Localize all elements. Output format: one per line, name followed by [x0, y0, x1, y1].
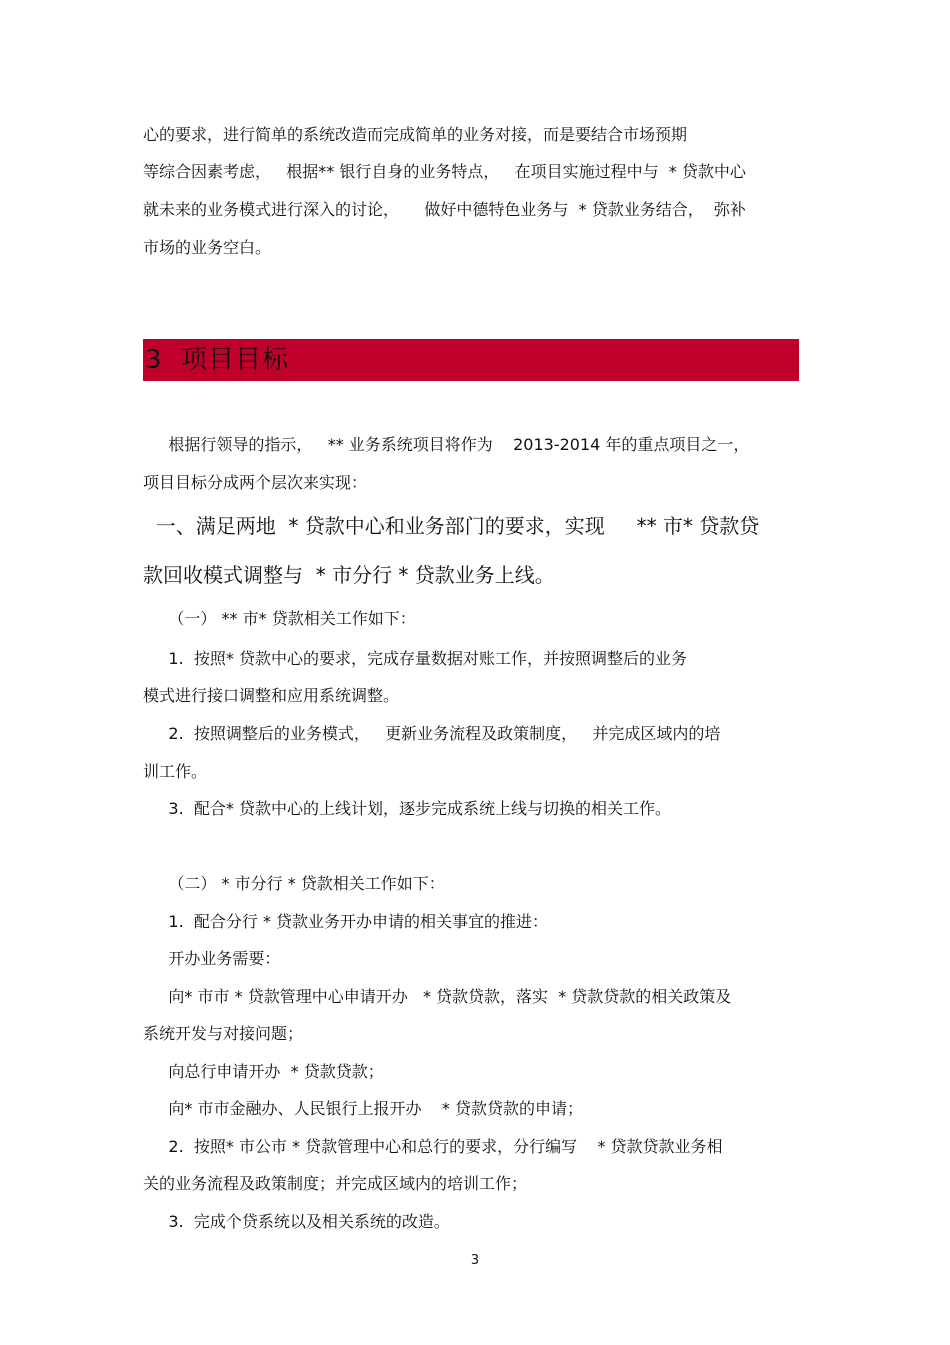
intro-line-2: 等综合因素考虑， 根据** 银行自身的业务特点， 在项目实施过程中与 * 贷款中心: [143, 162, 746, 181]
list-item: 3. 配合* 贷款中心的上线计划，逐步完成系统上线与切换的相关工作。: [143, 799, 671, 818]
list-item: 向* 市市金融办、人民银行上报开办 * 贷款贷款的申请；: [143, 1099, 583, 1118]
goal-heading-line: 一、满足两地 * 贷款中心和业务部门的要求，实现 ** 市* 贷款贷: [143, 514, 760, 538]
list-item: 训工作。: [143, 762, 208, 781]
list-item: 1. 配合分行 * 贷款业务开办申请的相关事宜的推进：: [143, 912, 549, 931]
list-item: 系统开发与对接问题；: [143, 1024, 304, 1043]
list-item: 模式进行接口调整和应用系统调整。: [143, 686, 400, 705]
list-item: 2. 按照* 市公市 * 贷款管理中心和总行的要求，分行编写 * 贷款贷款业务相: [143, 1137, 723, 1156]
section-heading-bar: [143, 339, 799, 381]
list-item: 开办业务需要：: [143, 949, 281, 968]
list-item: 2. 按照调整后的业务模式， 更新业务流程及政策制度， 并完成区域内的培: [143, 724, 721, 743]
list-item: 向总行申请开办 * 贷款贷款；: [143, 1062, 384, 1081]
list-item: 1. 按照* 贷款中心的要求，完成存量数据对账工作，并按照调整后的业务: [143, 649, 687, 668]
intro-line-3: 就未来的业务模式进行深入的讨论， 做好中德特色业务与 * 贷款业务结合， 弥补: [143, 200, 746, 219]
subheading: （一） ** 市* 贷款相关工作如下：: [143, 609, 416, 628]
list-item: 关的业务流程及政策制度；并完成区域内的培训工作；: [143, 1174, 528, 1193]
page-number: 3: [470, 1253, 480, 1268]
subheading: （二） * 市分行 * 贷款相关工作如下：: [143, 874, 445, 893]
paragraph-line: 根据行领导的指示， ** 业务系统项目将作为 2013-2014 年的重点项目之一，: [143, 435, 750, 454]
intro-line-4: 市场的业务空白。: [143, 238, 272, 257]
list-item: 3. 完成个贷系统以及相关系统的改造。: [143, 1212, 450, 1231]
intro-line-1: 心的要求，进行简单的系统改造而完成简单的业务对接，而是要结合市场预期: [143, 125, 688, 144]
paragraph-line: 项目目标分成两个层次来实现：: [143, 473, 368, 492]
goal-heading-line: 款回收模式调整与 * 市分行 * 贷款业务上线。: [143, 563, 555, 587]
list-item: 向* 市市 * 贷款管理中心申请开办 * 贷款贷款，落实 * 贷款贷款的相关政策及: [143, 987, 732, 1006]
section-title: 3 项目目标: [145, 345, 290, 375]
